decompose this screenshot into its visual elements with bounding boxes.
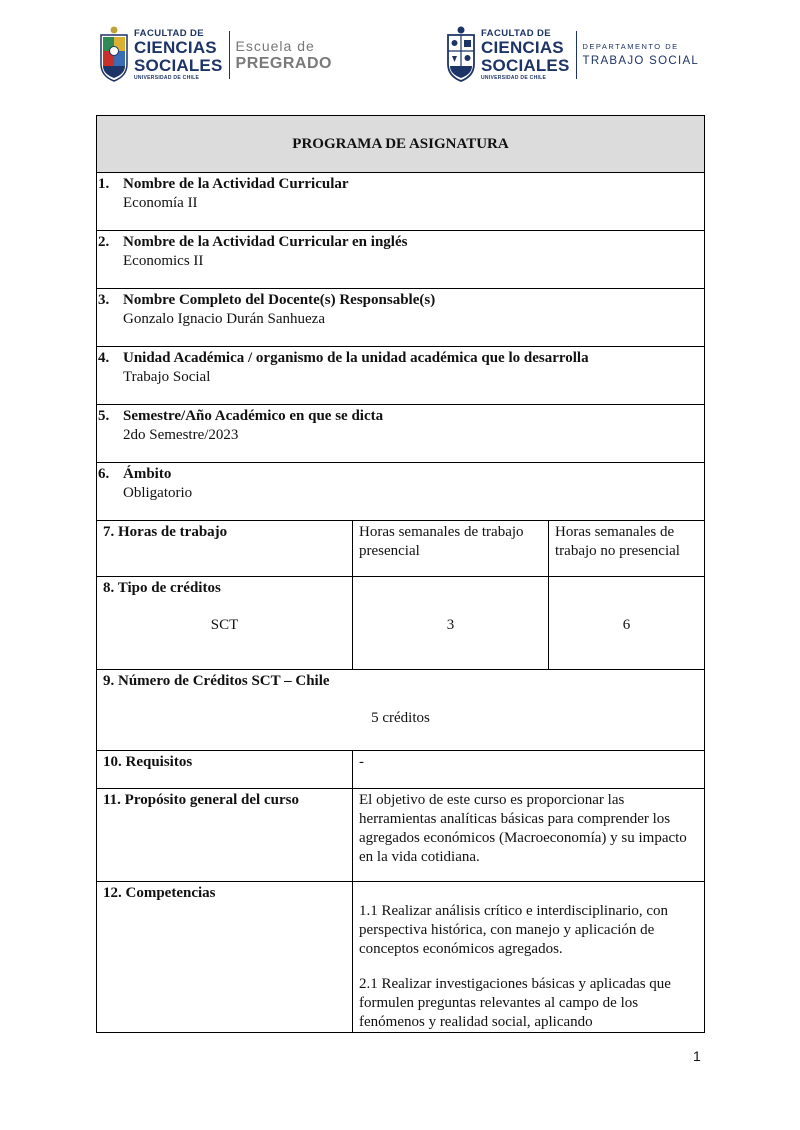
competency-item: 2.1 Realizar investigaciones básicas y aplicadas que formulen preguntas relevantes al campo de los fenómenos y realidad social, aplicando	[359, 976, 671, 1030]
credits-number-label: 9. Número de Créditos SCT – Chile	[103, 673, 330, 689]
table-row	[97, 463, 705, 521]
faculty-name-line1: CIENCIAS	[481, 38, 564, 58]
section-number: 2.	[98, 234, 110, 250]
logo-divider	[229, 31, 230, 79]
logo-escuela-pregrado	[98, 26, 332, 84]
section-academic-unit	[97, 347, 705, 405]
program-title: PROGRAMA DE ASIGNATURA	[97, 116, 705, 173]
hours-label: 7. Horas de trabajo	[97, 521, 353, 577]
section-number: 3.	[98, 292, 110, 308]
hours-no-presencial-header: Horas semanales de trabajo no presencial	[549, 521, 705, 577]
logo-trabajo-social	[445, 26, 699, 84]
faculty-label: FACULTAD DE	[481, 27, 552, 39]
table-row	[97, 789, 705, 882]
faculty-name-line2: SOCIALES	[481, 56, 570, 76]
credits-type-label: 8. Tipo de créditos	[103, 580, 221, 596]
section-heading: Unidad Académica / organismo de la unidad académica que lo desarrolla	[123, 350, 589, 366]
section-value: Economía II	[123, 195, 198, 211]
table-row	[97, 116, 705, 173]
section-heading: Nombre de la Actividad Curricular en inglés	[123, 234, 408, 250]
logo-divider	[576, 31, 577, 79]
credits-number-cell	[97, 670, 705, 751]
page-number: 1	[693, 1048, 701, 1064]
credits-number-value: 5 créditos	[371, 710, 430, 726]
table-row	[97, 405, 705, 463]
university-name: UNIVERSIDAD DE CHILE	[481, 75, 547, 82]
section-heading: Nombre de la Actividad Curricular	[123, 176, 349, 192]
section-heading: Ámbito	[123, 466, 172, 482]
university-name: UNIVERSIDAD DE CHILE	[134, 75, 200, 82]
section-semester	[97, 405, 705, 463]
section-value: Obligatorio	[123, 485, 193, 501]
table-row	[97, 521, 705, 577]
purpose-value: El objetivo de este curso es proporcionar las herramientas analíticas básicas para comprender los agregados económicos (Macroeconomía) y su impacto en la vida cotidiana.	[353, 789, 705, 882]
table-row	[97, 577, 705, 670]
school-label: Escuela de	[235, 37, 315, 54]
university-crest-icon	[98, 26, 130, 84]
competencies-cell	[353, 882, 705, 1033]
competencies-label: 12. Competencias	[97, 882, 353, 1033]
section-number: 4.	[98, 350, 110, 366]
credits-no-presencial-value: 6	[549, 577, 705, 670]
table-row	[97, 173, 705, 231]
section-number: 5.	[98, 408, 110, 424]
university-crest-icon	[445, 26, 477, 84]
section-value: 2do Semestre/2023	[123, 427, 239, 443]
faculty-name-line2: SOCIALES	[134, 56, 223, 76]
table-row	[97, 347, 705, 405]
requirements-label: 10. Requisitos	[97, 751, 353, 789]
section-scope	[97, 463, 705, 521]
table-row	[97, 289, 705, 347]
department-name: TRABAJO SOCIAL	[582, 54, 700, 67]
department-label: DEPARTAMENTO DE	[582, 42, 679, 51]
section-number: 1.	[98, 176, 110, 192]
table-row	[97, 670, 705, 751]
credits-type-value: SCT	[210, 617, 239, 633]
section-value: Trabajo Social	[123, 369, 211, 385]
section-value: Gonzalo Ignacio Durán Sanhueza	[123, 311, 326, 327]
faculty-name-line1: CIENCIAS	[134, 38, 217, 58]
school-name: PREGRADO	[235, 54, 332, 72]
requirements-value: -	[353, 751, 705, 789]
table-row	[97, 751, 705, 789]
competency-item: 1.1 Realizar análisis crítico e interdisciplinario, con perspectiva histórica, con manejo y aplicación de conceptos económicos agregados.	[359, 903, 669, 957]
section-activity-name-english	[97, 231, 705, 289]
section-heading: Semestre/Año Académico en que se dicta	[123, 408, 384, 424]
section-heading: Nombre Completo del Docente(s) Responsable(s)	[123, 292, 436, 308]
program-table	[96, 115, 705, 1033]
faculty-label: FACULTAD DE	[134, 27, 205, 39]
credits-presencial-value: 3	[353, 577, 549, 670]
section-teacher	[97, 289, 705, 347]
table-row	[97, 231, 705, 289]
section-value: Economics II	[123, 253, 204, 269]
hours-presencial-header: Horas semanales de trabajo presencial	[353, 521, 549, 577]
table-row	[97, 882, 705, 1033]
purpose-label: 11. Propósito general del curso	[97, 789, 353, 882]
section-number: 6.	[98, 466, 110, 482]
section-activity-name	[97, 173, 705, 231]
credits-type-cell	[97, 577, 353, 670]
